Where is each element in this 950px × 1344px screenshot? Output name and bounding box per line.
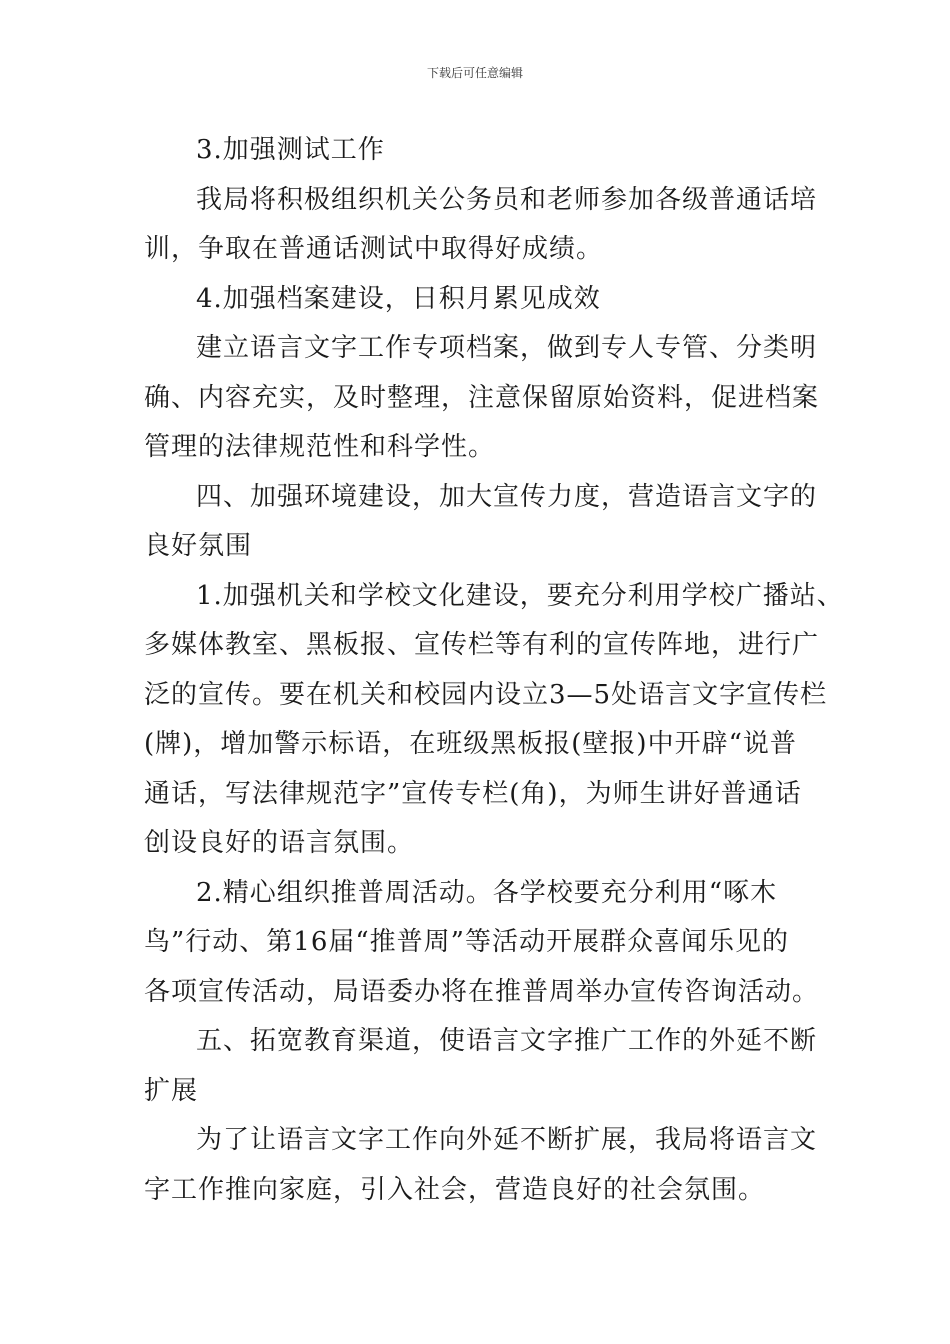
text-line: 创设良好的语言氛围。	[144, 828, 415, 858]
section-heading-3	[144, 126, 810, 176]
paragraph	[144, 176, 818, 275]
text-line: 3.加强测试工作	[196, 135, 385, 165]
document-body	[144, 126, 844, 1215]
text-line: 确、内容充实，及时整理，注意保留原始资料，促进档案	[144, 382, 820, 413]
text-line: 4.加强档案建设，日积月累见成效	[196, 283, 601, 314]
text-line: 我局将积极组织机关公务员和老师参加各级普通话培	[196, 184, 818, 215]
text-line: 泛的宣传。要在机关和校园内设立3—5处语言文字宣传栏	[144, 679, 828, 710]
text-line: 各项宣传活动，局语委办将在推普周举办宣传咨询活动。	[144, 976, 820, 1007]
text-line: 管理的法律规范性和科学性。	[144, 432, 496, 462]
paragraph	[144, 572, 844, 869]
text-line: 2.精心组织推普周活动。各学校要充分利用“啄木	[196, 877, 778, 908]
section-heading-4	[144, 275, 810, 325]
text-line: 训，争取在普通话测试中取得好成绩。	[144, 234, 604, 264]
page-header-note: 下载后可任意编辑	[426, 66, 523, 80]
text-line: 扩展	[144, 1075, 199, 1106]
text-line: 通话，写法律规范字”宣传专栏(角)，为师生讲好普通话	[144, 778, 802, 809]
text-line: 五、拓宽教育渠道，使语言文字推广工作的外延不断	[196, 1026, 818, 1056]
text-line: 鸟”行动、第16届“推普周”等活动开展群众喜闻乐见的	[144, 927, 789, 957]
text-line: 多媒体教室、黑板报、宣传栏等有利的宣传阵地，进行广	[144, 630, 820, 660]
paragraph	[144, 324, 820, 473]
section-heading-four	[144, 473, 818, 572]
text-line: 建立语言文字工作专项档案，做到专人专管、分类明	[196, 333, 818, 363]
text-line: 四、加强环境建设，加大宣传力度，营造语言文字的	[196, 481, 818, 512]
text-line: (牌)，增加警示标语，在班级黑板报(壁报)中开辟“说普	[144, 729, 797, 759]
text-line: 良好氛围	[144, 531, 253, 561]
paragraph	[144, 869, 820, 1018]
text-line: 1.加强机关和学校文化建设，要充分利用学校广播站、	[196, 580, 844, 611]
text-line: 字工作推向家庭，引入社会，营造良好的社会氛围。	[144, 1174, 766, 1205]
paragraph	[144, 1116, 818, 1215]
section-heading-five	[144, 1017, 818, 1116]
text-line: 为了让语言文字工作向外延不断扩展，我局将语言文	[196, 1125, 818, 1155]
